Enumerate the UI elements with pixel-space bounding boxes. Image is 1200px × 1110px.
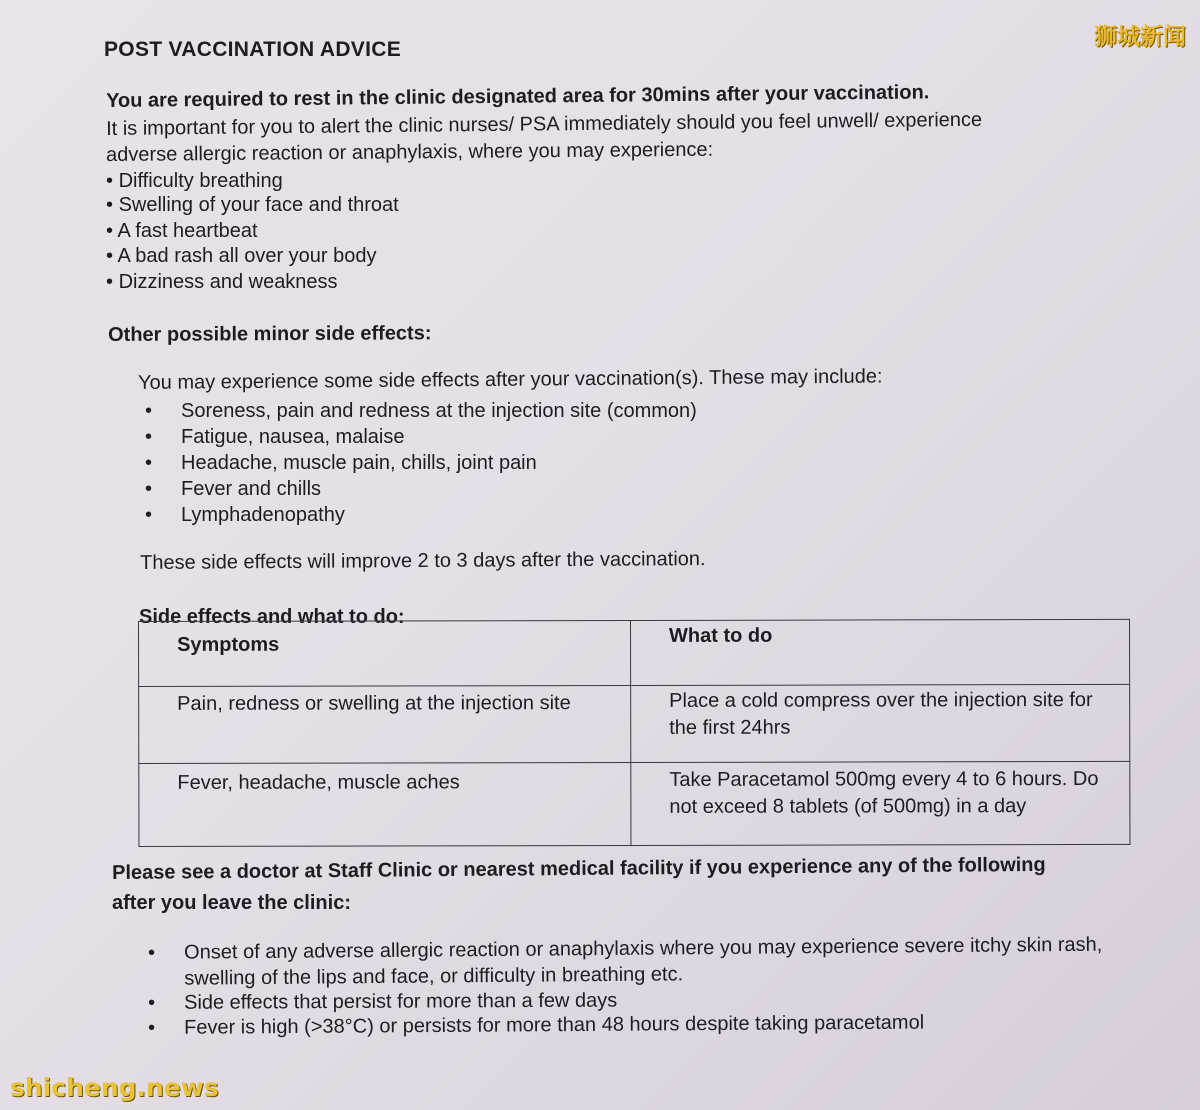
alert-text-line-2: adverse allergic reaction or anaphylaxis, where you may experience: bbox=[106, 138, 714, 166]
doctor-advice-line-2: after you leave the clinic: bbox=[112, 892, 351, 914]
list-item: • Swelling of your face and throat bbox=[106, 194, 399, 216]
table-cell-symptom: Fever, headache, muscle aches bbox=[139, 762, 631, 846]
list-item: • Fever and chills bbox=[145, 478, 322, 500]
list-item: • Headache, muscle pain, chills, joint pain bbox=[145, 452, 537, 474]
rest-required-text: You are required to rest in the clinic designated area for 30mins after your vaccination. bbox=[106, 81, 930, 112]
side-effects-table bbox=[138, 619, 1130, 847]
table-cell-symptom: Pain, redness or swelling at the injection site bbox=[139, 685, 631, 763]
list-item: • Fever is high (>38°C) or persists for more than 48 hours despite taking paracetamol bbox=[148, 1011, 925, 1039]
list-item: • Fatigue, nausea, malaise bbox=[145, 426, 405, 448]
list-item: • Lymphadenopathy bbox=[145, 504, 345, 526]
table-cell-action: Place a cold compress over the injection site for the first 24hrs bbox=[631, 684, 1130, 762]
list-item: • Soreness, pain and redness at the injection site (common) bbox=[145, 400, 697, 422]
list-item: • A bad rash all over your body bbox=[106, 245, 377, 267]
doctor-advice-line-1: Please see a doctor at Staff Clinic or nearest medical facility if you experience any of the following bbox=[112, 853, 1046, 884]
table-row bbox=[139, 684, 1130, 763]
minor-effects-intro: You may experience some side effects after your vaccination(s). These may include: bbox=[138, 365, 883, 394]
minor-effects-heading: Other possible minor side effects: bbox=[108, 322, 432, 346]
watermark-bottom-left: shicheng.news bbox=[10, 1073, 219, 1102]
list-item: • A fast heartbeat bbox=[106, 220, 258, 242]
table-header-what-to-do: What to do bbox=[630, 619, 1129, 685]
list-item: • Difficulty breathing bbox=[106, 170, 283, 192]
alert-text-line-1: It is important for you to alert the clinic nurses/ PSA immediately should you feel unwell/ experience bbox=[106, 108, 983, 140]
list-item: • Onset of any adverse allergic reaction or anaphylaxis where you may experience severe itchy skin rash, swelling of the lips and face, or difficulty in breathing etc. bbox=[148, 933, 1103, 990]
table-header-symptoms: Symptoms bbox=[139, 620, 631, 686]
table-cell-action: Take Paracetamol 500mg every 4 to 6 hours. Do not exceed 8 tablets (of 500mg) in a day bbox=[631, 761, 1130, 845]
document-title: POST VACCINATION ADVICE bbox=[104, 38, 402, 61]
watermark-top-right: 狮城新闻 bbox=[1094, 24, 1186, 50]
table-header-row bbox=[139, 619, 1130, 686]
table-caption: Side effects and what to do: bbox=[139, 606, 405, 628]
improvement-note: These side effects will improve 2 to 3 days after the vaccination. bbox=[140, 548, 706, 574]
table-row bbox=[139, 761, 1130, 846]
list-item: • Dizziness and weakness bbox=[106, 271, 338, 293]
list-item: • Side effects that persist for more than a few days bbox=[148, 989, 618, 1014]
